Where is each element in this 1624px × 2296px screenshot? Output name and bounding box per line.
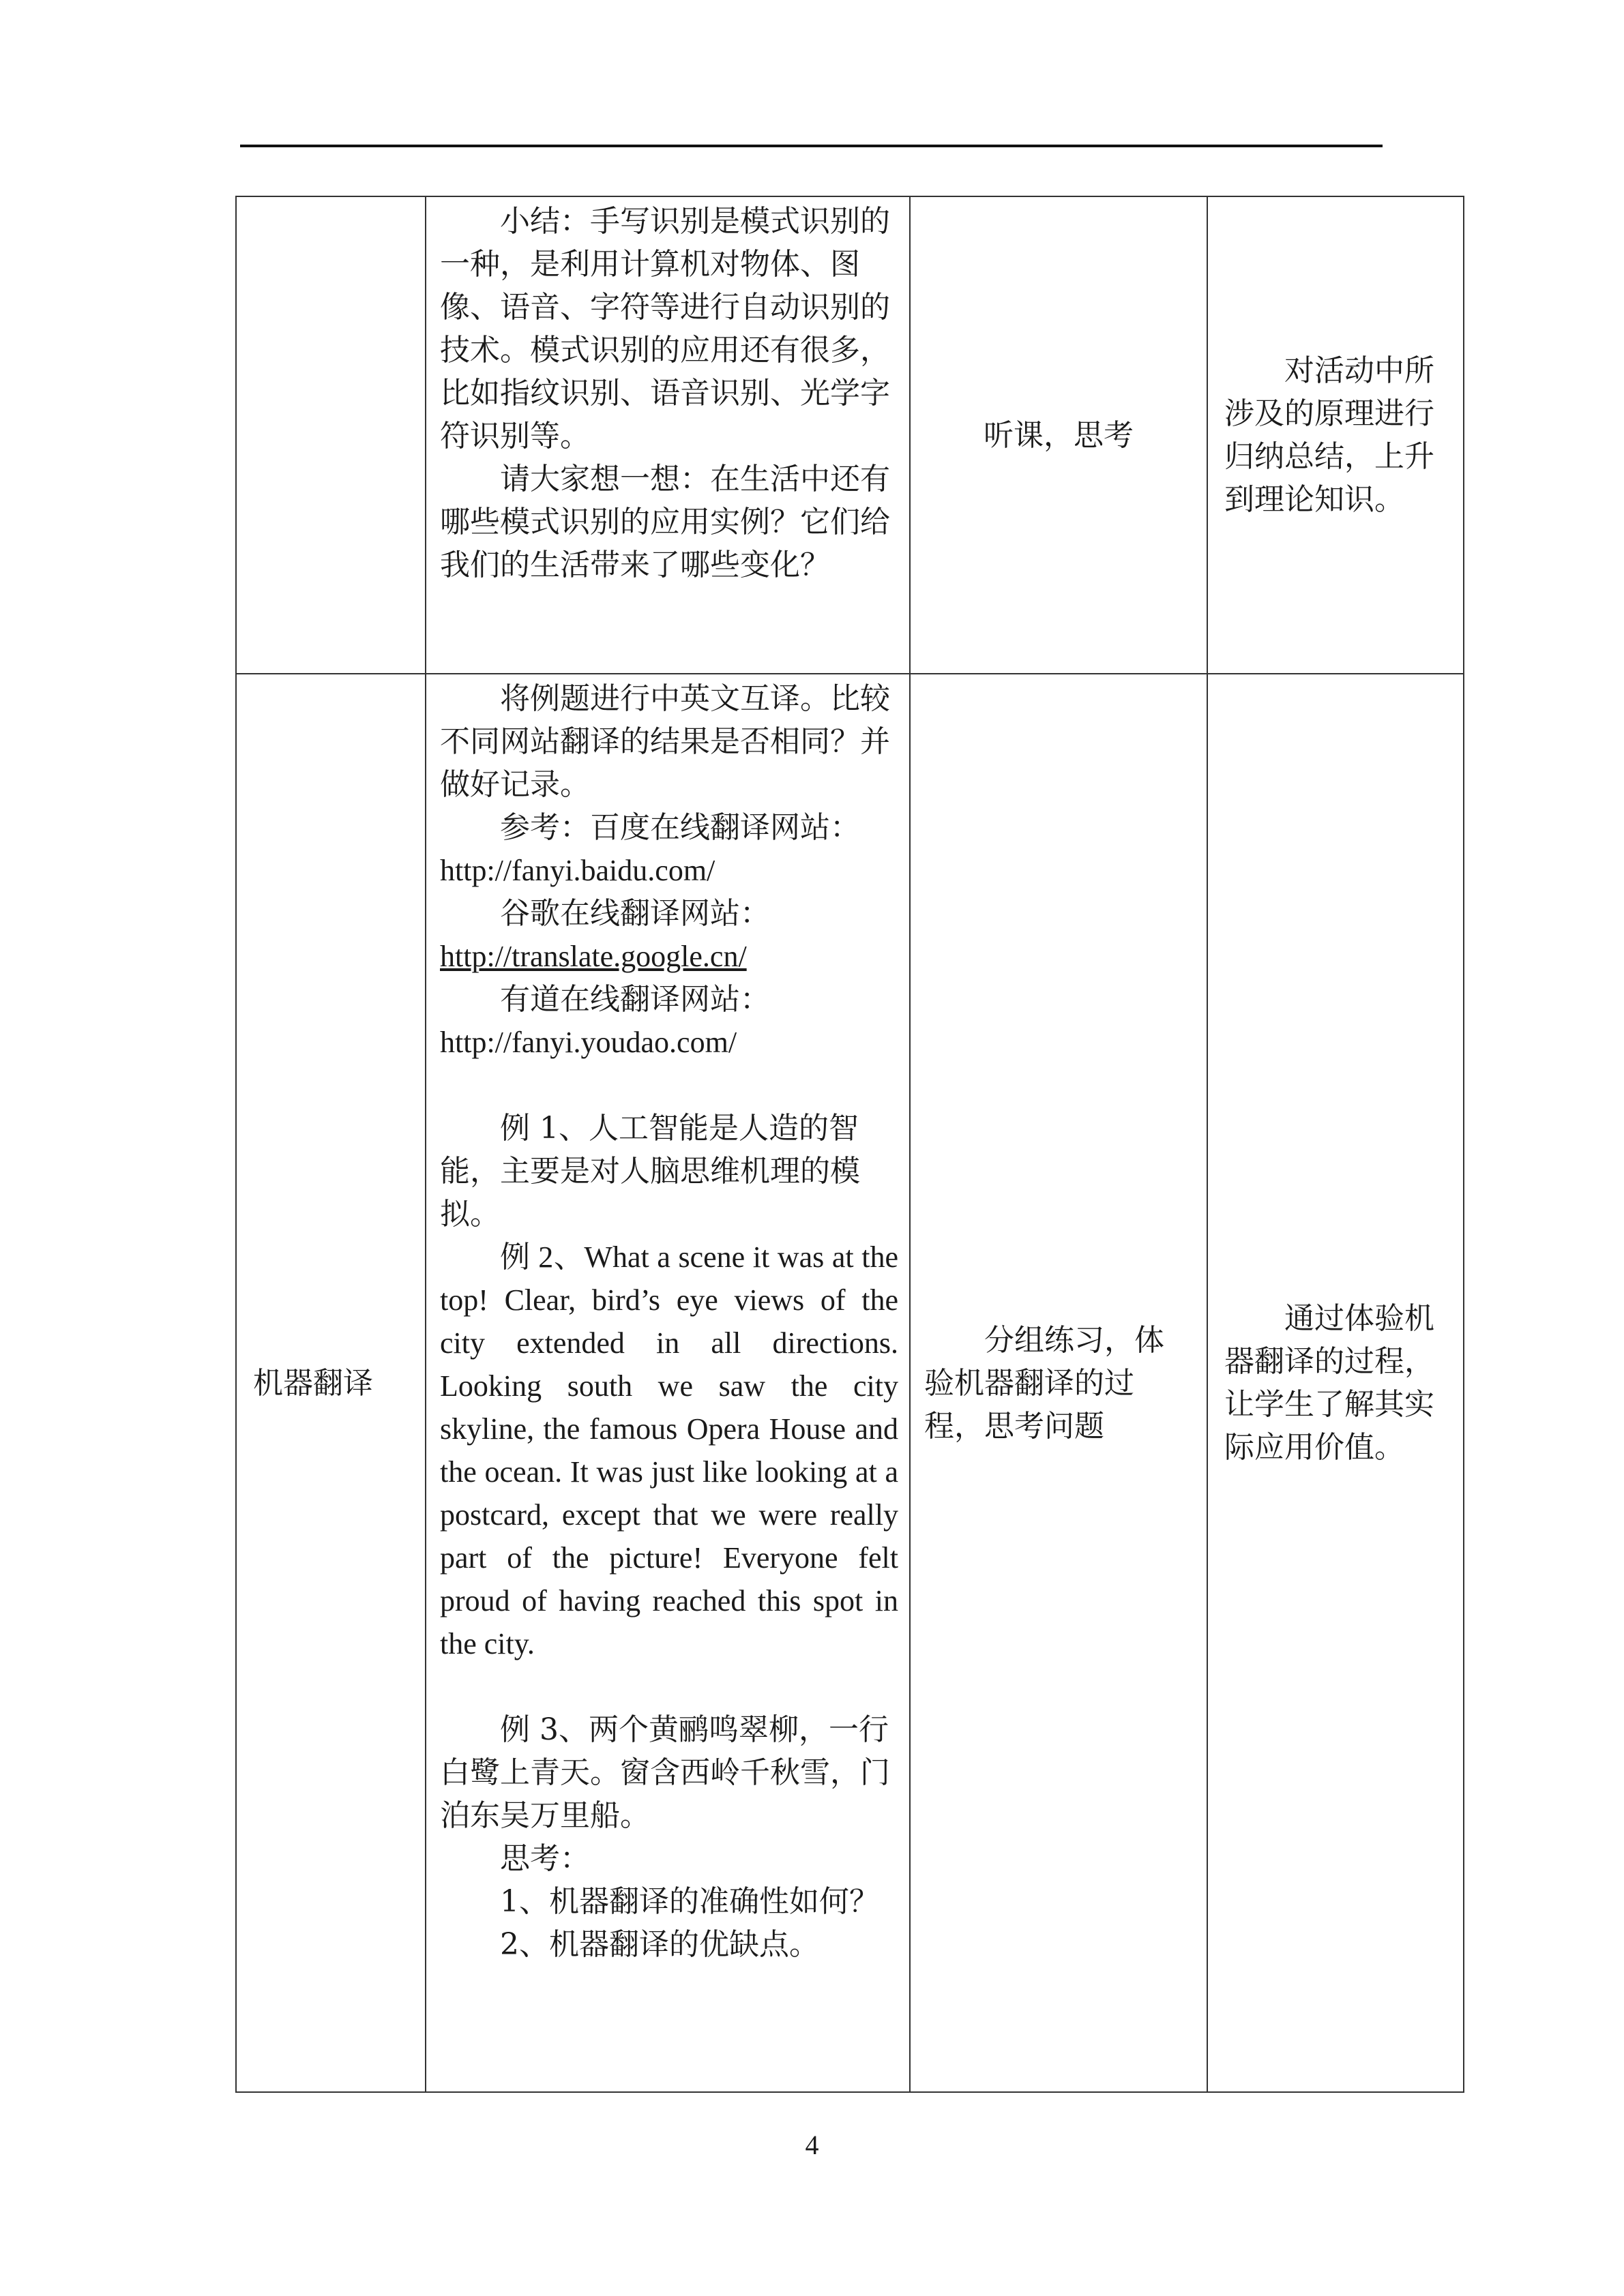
header-rule [240,145,1383,147]
lesson-plan-table [235,196,1464,2093]
google-url-link[interactable]: http://translate.google.cn/ [440,940,747,973]
baidu-label: 参考：百度在线翻译网站： [500,810,860,845]
think-label: 思考： [500,1841,590,1876]
table-row [236,674,1464,2092]
example-3: 例 3、两个黄鹂鸣翠柳，一行白鹭上青天。窗含西岭千秋雪，门泊东吴万里船。 [440,1712,890,1833]
teacher-content-cell [426,196,910,674]
student-activity-cell [910,674,1207,2092]
question-paragraph: 请大家想一想：在生活中还有哪些模式识别的应用实例？它们给我们的生活带来了哪些变化？ [440,462,890,582]
design-intent-text: 通过体验机器翻译的过程，让学生了解其实际应用价值。 [1224,1301,1434,1465]
question-1: 1、机器翻译的准确性如何？ [500,1884,879,1919]
youdao-url-link[interactable]: http://fanyi.youdao.com/ [440,1026,737,1059]
question-2: 2、机器翻译的优缺点。 [500,1927,819,1962]
intro-paragraph: 将例题进行中英文互译。比较不同网站翻译的结果是否相同？并做好记录。 [440,681,890,802]
teacher-content-cell [426,674,910,2092]
design-intent-cell [1207,674,1464,2092]
example-2: 例 2、What a scene it was at the top! Clear, bird’s eye views of the city extended in all directions. Looking south we saw the city skyline, the famous Opera House and the ocean. It was just like looking at a postcard, except that we were really part of the picture! Everyone felt proud of having reached this spot in the city. [440,1240,898,1660]
table-row [236,196,1464,674]
design-intent-text: 对活动中所涉及的原理进行归纳总结，上升到理论知识。 [1224,353,1434,517]
example-1: 例 1、人工智能是人造的智能，主要是对人脑思维机理的模拟。 [440,1111,860,1232]
student-activity-text: 听课，思考 [984,417,1134,453]
topic-cell [236,196,426,674]
baidu-url-link[interactable]: http://fanyi.baidu.com/ [440,854,715,887]
google-label: 谷歌在线翻译网站： [500,896,770,931]
topic-cell [236,674,426,2092]
student-activity-text: 分组练习，体验机器翻译的过程，思考问题 [924,1322,1164,1444]
topic-text: 机器翻译 [253,1365,373,1401]
page-number: 4 [805,2130,819,2160]
summary-paragraph: 小结：手写识别是模式识别的一种，是利用计算机对物体、图像、语音、字符等进行自动识别的技术。模式识别的应用还有很多，比如指纹识别、语音识别、光学字符识别等。 [440,204,890,453]
youdao-label: 有道在线翻译网站： [500,982,770,1017]
design-intent-cell [1207,196,1464,674]
student-activity-cell [910,196,1207,674]
